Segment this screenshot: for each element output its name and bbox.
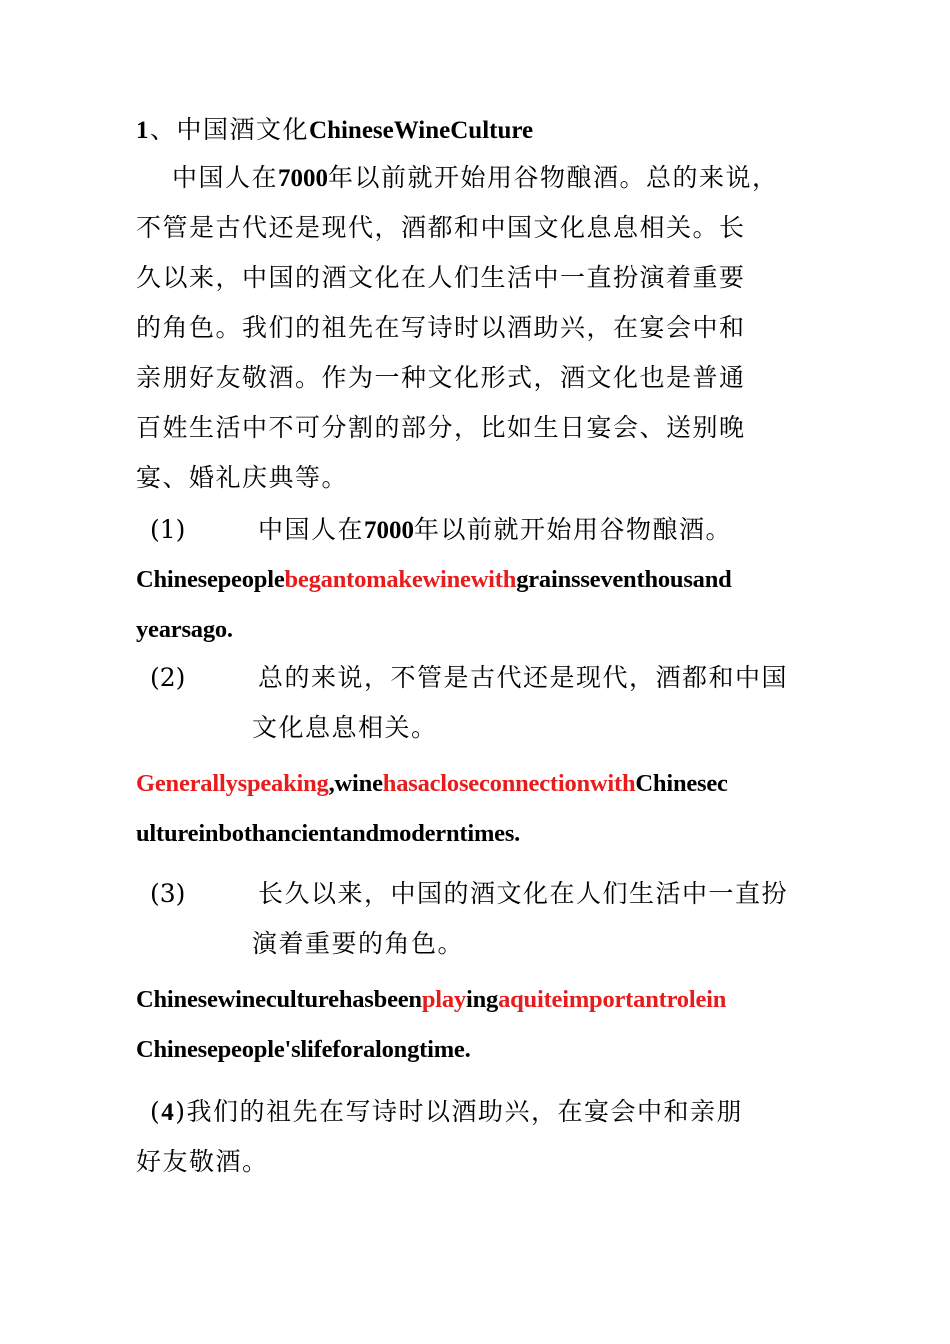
paragraph-line: 的角色。我们的祖先在写诗时以酒助兴，在宴会中和 [136, 313, 746, 342]
item-2-english-line: Generallyspeaking,winehasacloseconnectionwithChinesec [136, 770, 728, 797]
paragraph-line: 宴、婚礼庆典等。 [136, 463, 349, 492]
item-3-marker: (3) [150, 879, 186, 908]
item-3-english-line: Chinesepeople'slifeforalongtime. [136, 1036, 471, 1063]
paragraph-line: 不管是古代还是现代，酒都和中国文化息息相关。长 [136, 213, 746, 242]
item-3-chinese-cont: 演着重要的角色。 [252, 929, 465, 958]
item-1-chinese: (1) 中国人在7000年以前就开始用谷物酿酒。 [150, 515, 733, 544]
item-4-marker: (4) [150, 1097, 187, 1126]
item-4-chinese-cont: 好友敬酒。 [136, 1147, 269, 1176]
item-4-chinese: (4)我们的祖先在写诗时以酒助兴，在宴会中和亲朋 [150, 1097, 744, 1126]
item-1-english-line: Chinesepeoplebegantomakewinewithgrainsseventhousand [136, 566, 732, 593]
item-3-english-line: Chinesewineculturehasbeenplayingaquiteimportantrolein [136, 986, 727, 1013]
item-2-marker: (2) [150, 663, 186, 692]
section-heading: 1、中国酒文化ChineseWineCulture [136, 115, 534, 144]
item-2-chinese: (2) 总的来说，不管是古代还是现代，酒都和中国 [150, 663, 789, 692]
paragraph-line: 亲朋好友敬酒。作为一种文化形式，酒文化也是普通 [136, 363, 746, 392]
item-1-english-line: yearsago. [136, 616, 233, 643]
paragraph-line: 中国人在7000年以前就开始用谷物酿酒。总的来说， [172, 163, 779, 192]
item-2-chinese-cont: 文化息息相关。 [252, 713, 438, 742]
paragraph-line: 百姓生活中不可分割的部分，比如生日宴会、送别晚 [136, 413, 746, 442]
paragraph-line: 久以来，中国的酒文化在人们生活中一直扮演着重要 [136, 263, 746, 292]
item-3-chinese: (3) 长久以来，中国的酒文化在人们生活中一直扮 [150, 879, 789, 908]
item-1-marker: (1) [150, 515, 186, 544]
item-2-english-line: ultureinbothancientandmoderntimes. [136, 820, 521, 847]
